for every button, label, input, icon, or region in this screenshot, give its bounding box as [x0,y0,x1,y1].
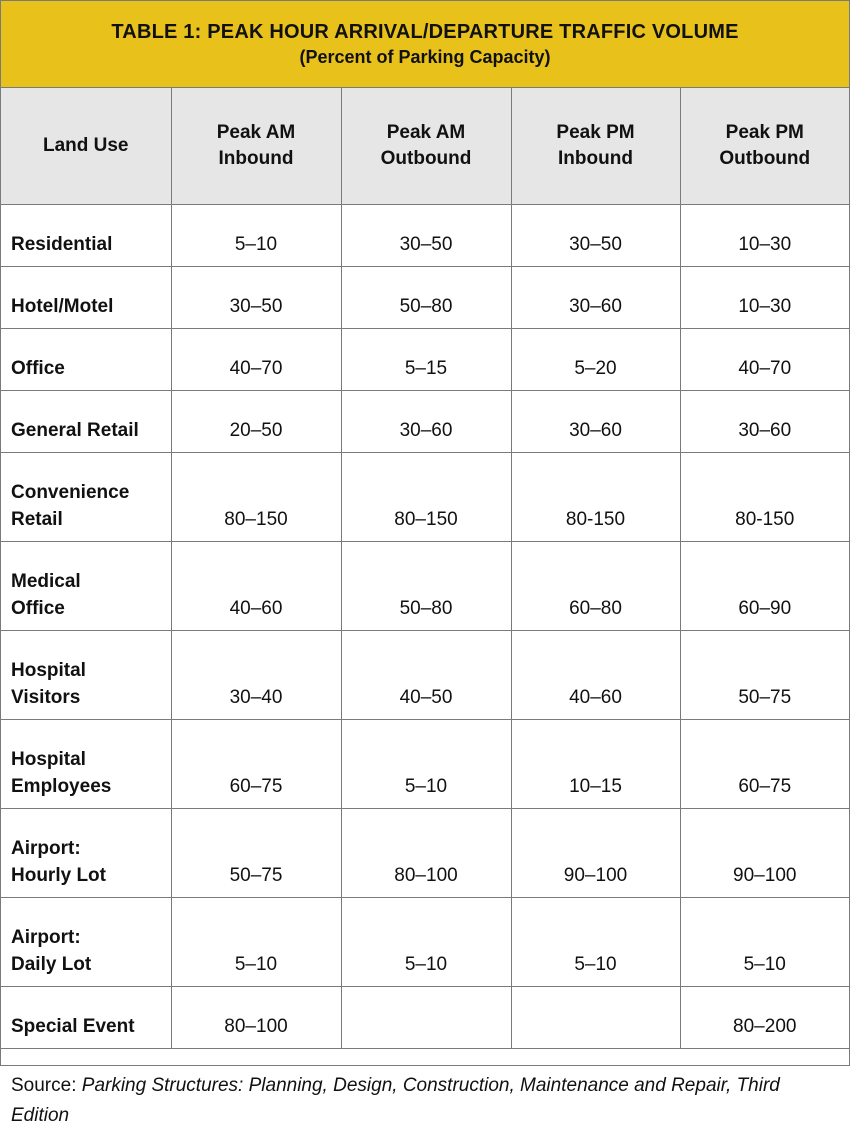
table-title-band [1,1,849,88]
value-cell-pm-in: 30–60 [511,391,680,453]
land-use-label: Hospital [11,749,86,770]
value-cell-pm-out: 90–100 [680,809,849,898]
value-cell-pm-out: 10–30 [680,267,849,329]
value-cell-am-in: 40–60 [171,542,341,631]
land-use-label: Medical [11,571,81,592]
header-line: Peak PM [725,122,804,143]
value-cell-pm-in: 5–10 [511,898,680,987]
header-line: Peak AM [386,122,466,143]
value-cell-am-out: 5–15 [341,329,511,391]
table-row [1,631,849,720]
table-row [1,898,849,987]
value-cell-am-in: 60–75 [171,720,341,809]
land-use-cell [1,205,171,267]
value-cell-pm-in: 90–100 [511,809,680,898]
land-use-label: Retail [11,509,63,530]
value-cell-am-in: 5–10 [171,898,341,987]
source-note [1,1049,849,1131]
header-line: Peak PM [556,122,635,143]
land-use-label: Office [11,358,65,379]
value-cell-pm-in: 60–80 [511,542,680,631]
value-cell-am-out: 80–150 [341,453,511,542]
value-cell-am-out: 40–50 [341,631,511,720]
land-use-cell [1,898,171,987]
table-subtitle: (Percent of Parking Capacity) [299,46,551,67]
value-cell-am-in: 80–150 [171,453,341,542]
value-cell-pm-out: 5–10 [680,898,849,987]
land-use-label: Hourly Lot [11,865,106,886]
land-use-cell [1,720,171,809]
value-cell-am-out: 80–100 [341,809,511,898]
value-cell-pm-in: 30–60 [511,267,680,329]
value-cell-pm-out: 40–70 [680,329,849,391]
land-use-cell [1,631,171,720]
land-use-label: Visitors [11,687,81,708]
value-cell-pm-out: 80-150 [680,453,849,542]
land-use-label: Hospital [11,660,86,681]
header-peak-pm-inbound [511,88,680,205]
value-cell-am-out: 30–50 [341,205,511,267]
header-line: Inbound [218,148,294,169]
traffic-volume-table [1,88,849,1049]
source-label: Source: [11,1075,82,1096]
value-cell-pm-out: 50–75 [680,631,849,720]
table-body [1,205,849,1049]
header-peak-am-outbound [341,88,511,205]
table-row [1,453,849,542]
land-use-label: Office [11,598,65,619]
value-cell-pm-out: 30–60 [680,391,849,453]
value-cell-pm-out: 60–90 [680,542,849,631]
value-cell-am-in: 5–10 [171,205,341,267]
value-cell-am-out: 30–60 [341,391,511,453]
land-use-label: Convenience [11,482,130,503]
value-cell-am-in: 80–100 [171,987,341,1049]
table-row [1,267,849,329]
value-cell-pm-out: 80–200 [680,987,849,1049]
header-land-use: Land Use [1,88,171,205]
table-row [1,809,849,898]
value-cell-am-in: 50–75 [171,809,341,898]
value-cell-am-out: 50–80 [341,542,511,631]
header-peak-pm-outbound [680,88,849,205]
land-use-cell [1,453,171,542]
value-cell-am-in: 20–50 [171,391,341,453]
value-cell-pm-in: 10–15 [511,720,680,809]
table-title: TABLE 1: PEAK HOUR ARRIVAL/DEPARTURE TRAFFIC VOLUME [111,20,739,43]
value-cell-am-in: 30–40 [171,631,341,720]
value-cell-am-out: 5–10 [341,720,511,809]
header-line: Peak AM [216,122,296,143]
land-use-label: Airport: [11,838,81,859]
header-peak-am-inbound [171,88,341,205]
header-row [1,88,849,205]
value-cell-pm-in: 80-150 [511,453,680,542]
table-row [1,391,849,453]
value-cell-pm-in [511,987,680,1049]
land-use-cell [1,329,171,391]
land-use-cell [1,987,171,1049]
header-line: Outbound [380,148,472,169]
land-use-cell [1,809,171,898]
header-line: Inbound [558,148,633,169]
table-row [1,205,849,267]
land-use-label: Employees [11,776,112,797]
land-use-cell [1,391,171,453]
land-use-label: Daily Lot [11,954,92,975]
land-use-cell [1,267,171,329]
table-row [1,329,849,391]
value-cell-am-in: 30–50 [171,267,341,329]
value-cell-pm-in: 40–60 [511,631,680,720]
value-cell-am-out: 50–80 [341,267,511,329]
value-cell-am-out [341,987,511,1049]
value-cell-am-out: 5–10 [341,898,511,987]
land-use-cell [1,542,171,631]
table-row [1,542,849,631]
land-use-label: Hotel/Motel [11,296,114,317]
value-cell-pm-out: 60–75 [680,720,849,809]
land-use-label: Special Event [11,1016,135,1037]
land-use-label: Airport: [11,927,81,948]
value-cell-pm-out: 10–30 [680,205,849,267]
land-use-label: General Retail [11,420,139,441]
land-use-label: Residential [11,234,113,255]
value-cell-am-in: 40–70 [171,329,341,391]
value-cell-pm-in: 5–20 [511,329,680,391]
table-row [1,720,849,809]
value-cell-pm-in: 30–50 [511,205,680,267]
header-line: Outbound [719,148,811,169]
table-row [1,987,849,1049]
source-citation: Parking Structures: Planning, Design, Construction, Maintenance and Repair, Third Edition [11,1075,780,1126]
